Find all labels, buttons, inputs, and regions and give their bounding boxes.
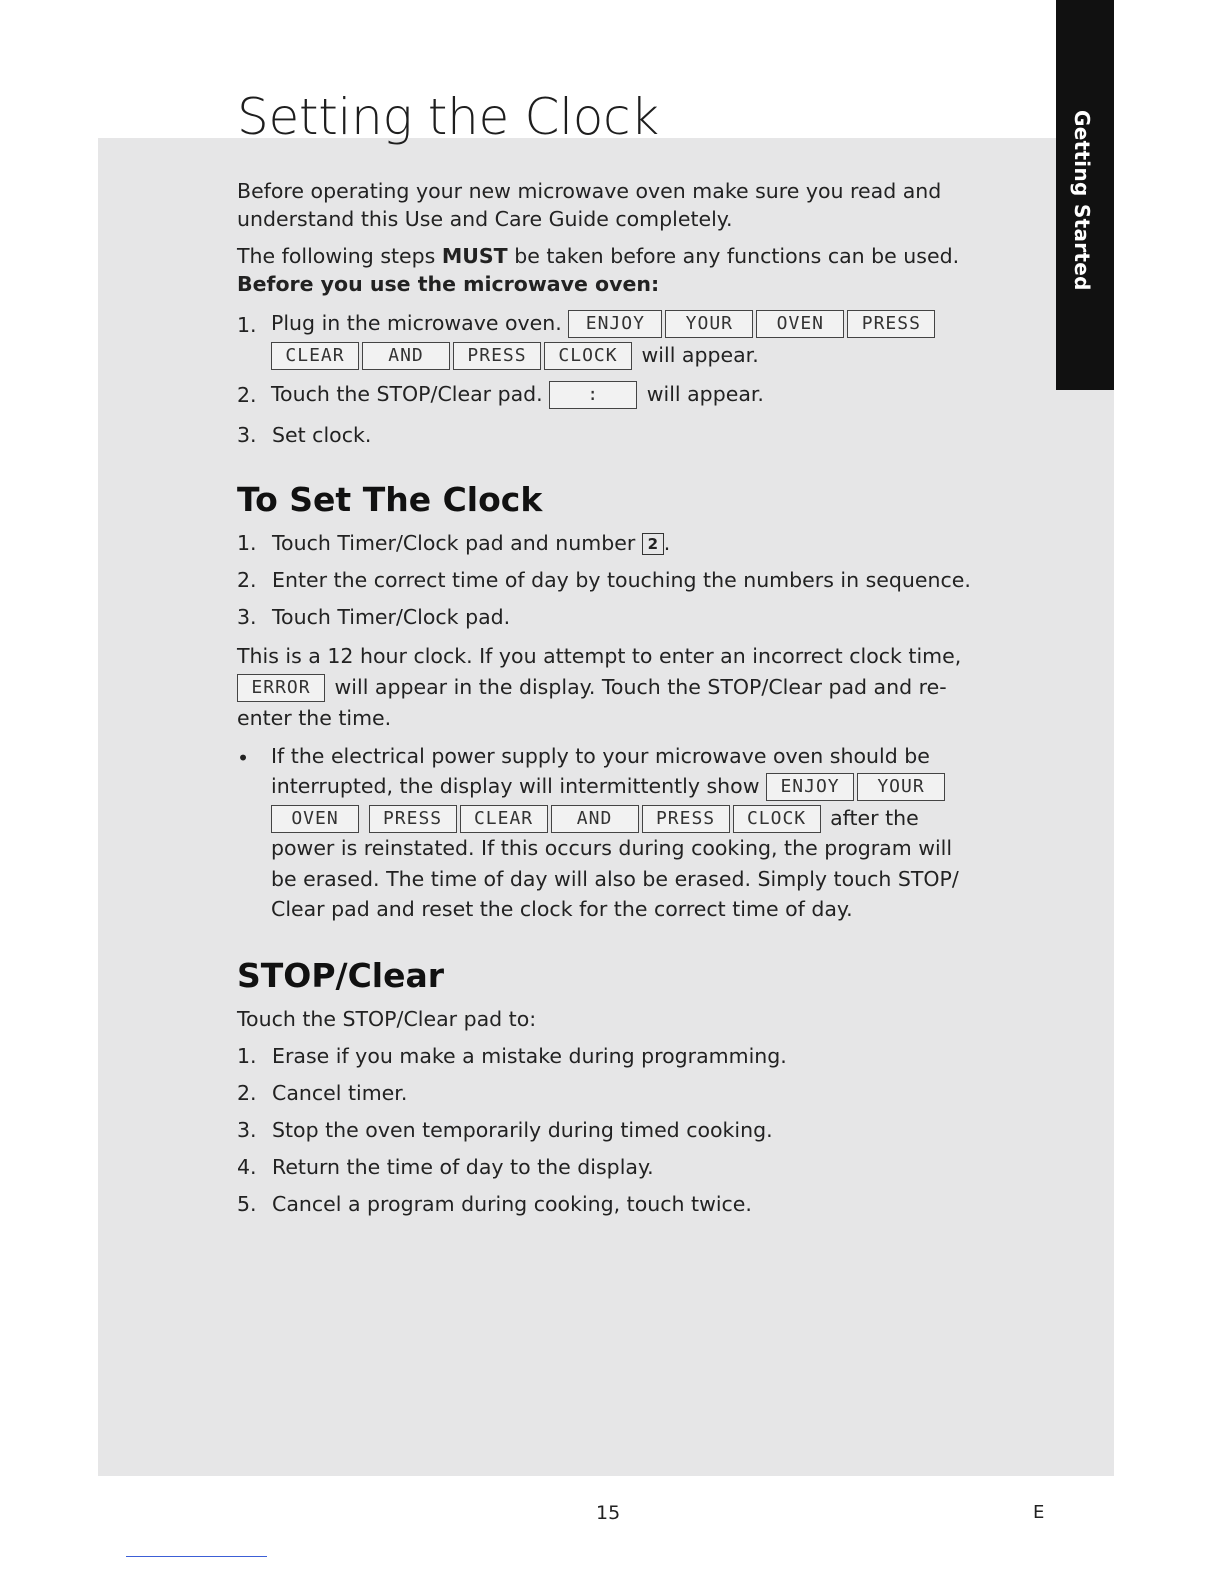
setup-step-2-text: Touch the STOP/Clear pad. (271, 382, 543, 406)
bullet-line-2-text: interrupted, the display will intermittently show (271, 774, 760, 798)
steps-intro-bold: MUST (441, 244, 508, 268)
bullet-line-5: Clear pad and reset the clock for the correct time of day. (271, 897, 853, 921)
steps-intro-post: be taken before any functions can be used. (507, 244, 960, 268)
before-use-heading: Before you use the microwave oven: (237, 272, 660, 296)
stop-clear-intro: Touch the STOP/Clear pad to: (237, 1007, 537, 1031)
lcd-clear-2: CLEAR (460, 805, 548, 833)
setup-step-1-suffix: will appear. (641, 343, 759, 367)
stop-clear-item-text: Stop the oven temporarily during timed cooking. (272, 1118, 773, 1142)
set-clock-heading: To Set The Clock (237, 480, 543, 519)
stop-clear-item-text: Return the time of day to the display. (272, 1155, 654, 1179)
steps-intro (237, 242, 977, 270)
note-line-3: enter the time. (237, 706, 392, 730)
lcd-oven: OVEN (756, 310, 844, 338)
number-2-key-icon: 2 (642, 533, 664, 555)
lcd-press-4: PRESS (642, 805, 730, 833)
lcd-press-2: PRESS (453, 342, 541, 370)
stop-clear-item-text: Erase if you make a mistake during programming. (272, 1044, 787, 1068)
lcd-enjoy: ENJOY (568, 310, 662, 338)
footer-link-underline (126, 1556, 267, 1557)
setup-step-2-suffix: will appear. (646, 382, 764, 406)
setup-step-1-num: 1. (237, 313, 257, 337)
section-tab-label: Getting Started (1070, 110, 1094, 291)
stop-clear-item-text: Cancel timer. (272, 1081, 408, 1105)
stop-clear-item-num: 4. (237, 1155, 257, 1179)
lcd-enjoy-2: ENJOY (766, 773, 854, 801)
set-clock-step-2-text: Enter the correct time of day by touching the numbers in sequence. (272, 568, 971, 592)
bullet-line-lcd (271, 805, 919, 833)
lcd-oven-2: OVEN (271, 805, 359, 833)
lcd-and: AND (362, 342, 450, 370)
lcd-and-2: AND (551, 805, 639, 833)
lcd-clock: CLOCK (544, 342, 632, 370)
lcd-press: PRESS (847, 310, 935, 338)
setup-step-2-num: 2. (237, 383, 257, 407)
stop-clear-heading: STOP/Clear (237, 956, 445, 995)
setup-step-3-num: 3. (237, 423, 257, 447)
stop-clear-item-num: 3. (237, 1118, 257, 1142)
lcd-your: YOUR (665, 310, 753, 338)
intro-paragraph: Before operating your new microwave oven make sure you read and understand this Use and Care Guide completely. (237, 179, 942, 231)
page-letter: E (1033, 1502, 1045, 1523)
section-tab (1056, 0, 1114, 390)
bullet-line-3: power is reinstated. If this occurs during cooking, the program will (271, 836, 953, 860)
set-clock-step-1-text: Touch Timer/Clock pad and number (272, 531, 636, 555)
setup-step-3-text: Set clock. (272, 423, 372, 447)
page-title: Setting the Clock (237, 88, 659, 146)
page-number: 15 (596, 1502, 621, 1524)
setup-step-1-row2 (271, 342, 759, 370)
note-line-2-text: will appear in the display. Touch the STOP/Clear pad and re- (334, 675, 947, 699)
bullet-after: after the (830, 806, 919, 830)
bullet-line-1: If the electrical power supply to your microwave oven should be (271, 744, 930, 768)
lcd-your-2: YOUR (857, 773, 945, 801)
bullet-line-4: be erased. The time of day will also be erased. Simply touch STOP/ (271, 867, 959, 891)
stop-clear-item-num: 5. (237, 1192, 257, 1216)
stop-clear-item-num: 1. (237, 1044, 257, 1068)
stop-clear-item-text: Cancel a program during cooking, touch twice. (272, 1192, 752, 1216)
note-line-1: This is a 12 hour clock. If you attempt to enter an incorrect clock time, (237, 644, 962, 668)
lcd-colon: : (549, 381, 637, 409)
lcd-clear: CLEAR (271, 342, 359, 370)
note-line-2 (237, 673, 977, 702)
setup-step-1-text: Plug in the microwave oven. (271, 311, 562, 335)
stop-clear-item-num: 2. (237, 1081, 257, 1105)
set-clock-step-3-text: Touch Timer/Clock pad. (272, 605, 511, 629)
setup-step-2 (271, 381, 764, 409)
set-clock-step-1-end: . (663, 531, 671, 555)
steps-intro-pre: The following steps (237, 244, 442, 268)
lcd-clock-2: CLOCK (733, 805, 821, 833)
lcd-press-3: PRESS (369, 805, 457, 833)
bullet-line-2 (271, 773, 948, 801)
set-clock-step-3-num: 3. (237, 605, 257, 629)
set-clock-step-1-num: 1. (237, 531, 257, 555)
bullet-icon: • (237, 746, 250, 770)
set-clock-step-2-num: 2. (237, 568, 257, 592)
lcd-error: ERROR (237, 674, 325, 702)
setup-step-1 (271, 310, 938, 338)
